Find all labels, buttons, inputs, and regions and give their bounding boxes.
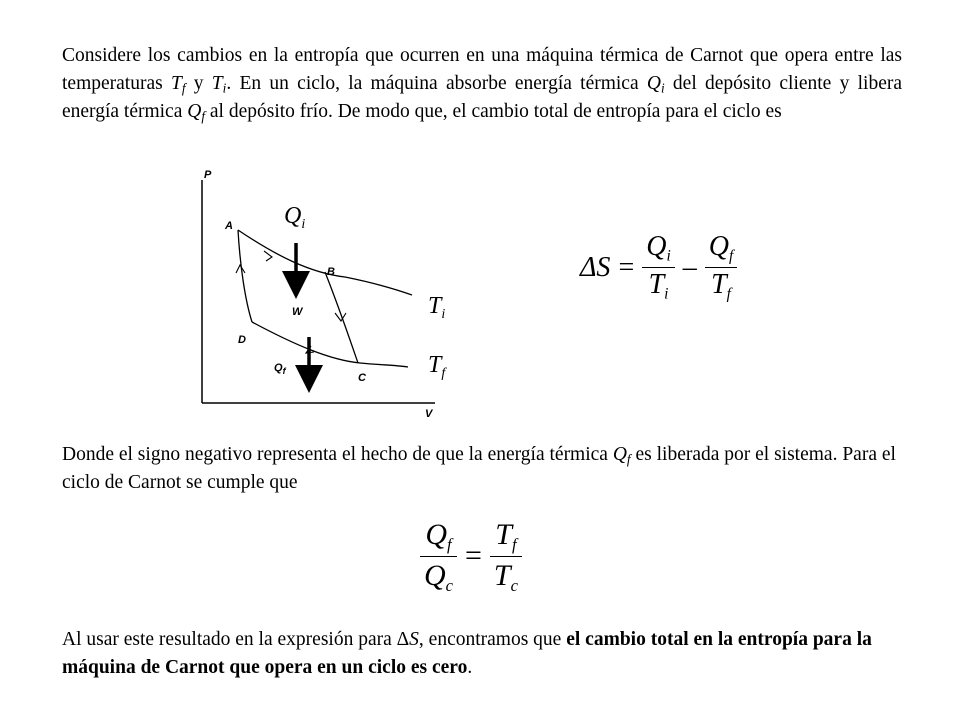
adiabat-bc (325, 272, 358, 363)
v-axis-label: V (425, 408, 433, 420)
point-b-label: B (327, 266, 335, 278)
delta-s: ΔS (580, 251, 611, 283)
arrow-ab (264, 251, 272, 261)
fraction-qf-qc: $\frac{Qf}{Qc}$ (420, 518, 457, 595)
negative-sign-paragraph: Donde el signo negativo representa el hecho de que la energía térmica $Q_f$ es liberada por el sistema. Para el ciclo de Carnot se cumple que (62, 444, 896, 493)
carnot-ratio-equation: $\frac{Qf}{Qc}$ = $\frac{Tf}{Tc}$ (420, 518, 522, 595)
fraction-tf-tc: $\frac{Tf}{Tc}$ (490, 518, 522, 595)
intro-paragraph: Considere los cambios en la entropía que ocurren en una máquina térmica de Carnot que opera entre las temperaturas $T_f$ y $T_i$. En un ciclo, la máquina absorbe energía térmica $Q_i$ del depósito cliente y libera energía térmica $Q_f$ al depósito frío. De modo que, el cambio total de entropía para el ciclo es (62, 45, 903, 124)
tf-label: $T_f$ (428, 352, 446, 381)
entropy-change-equation: ΔS = $\frac{Qi}{Ti}$ – $\frac{Qf}{Tf}$ (580, 232, 737, 304)
fraction-qi-ti: $\frac{Qi}{Ti}$ (642, 232, 675, 304)
point-c-label: C (358, 372, 366, 384)
point-a-label: A (225, 220, 233, 232)
fraction-qf-tf: $\frac{Qf}{Tf}$ (705, 232, 738, 304)
adiabat-da (238, 230, 252, 322)
p-axis-label: P (204, 169, 212, 181)
isotherm-cold (252, 322, 408, 367)
work-label: W (292, 306, 303, 318)
point-d-label: D (238, 334, 246, 346)
qi-label: $Q_i$ (284, 203, 306, 232)
conclusion-paragraph: Al usar este resultado en la expresión para ΔS, encontramos que el cambio total en la entropía para la máquina de Carnot que opera en un ciclo es cero. (62, 629, 872, 678)
arrow-da (236, 265, 245, 273)
qf-small-label: $Q_f$ (274, 362, 286, 376)
ti-label: $T_i$ (428, 293, 446, 322)
isotherm-hot (238, 230, 412, 295)
conclusion-bold: el cambio total en la entropía para la máquina de Carnot que opera en un ciclo es cero (62, 629, 872, 678)
carnot-pv-diagram (180, 165, 480, 430)
